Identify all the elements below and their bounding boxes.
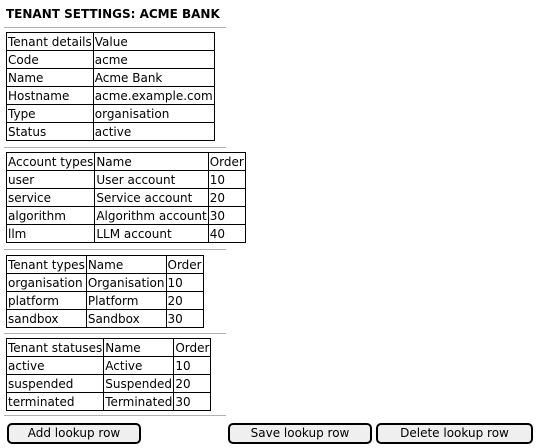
column-header: Tenant details xyxy=(8,34,92,49)
table-row[interactable] xyxy=(7,225,246,243)
column-header: Name xyxy=(95,153,208,171)
table-row[interactable] xyxy=(7,105,215,123)
table-cell: llm xyxy=(7,225,95,243)
table-row[interactable] xyxy=(7,375,211,393)
table-header-row xyxy=(7,33,215,51)
table-cell: sandbox xyxy=(7,310,87,328)
table-row[interactable] xyxy=(7,51,215,69)
table-cell: 10 xyxy=(166,274,203,292)
table-cell: acme.example.com xyxy=(94,88,213,103)
table-row[interactable] xyxy=(7,123,215,141)
divider xyxy=(4,249,226,250)
delete-lookup-row-button[interactable]: Delete lookup row xyxy=(376,423,533,444)
table-cell: 20 xyxy=(208,189,245,207)
table-row[interactable] xyxy=(7,69,215,87)
table-cell: service xyxy=(7,189,95,207)
table-cell: 30 xyxy=(174,393,211,411)
table-cell: suspended xyxy=(7,375,104,393)
table-row[interactable] xyxy=(7,357,211,375)
divider xyxy=(4,333,226,334)
table-cell: User account xyxy=(95,171,208,189)
column-header: Tenant types xyxy=(8,257,85,272)
table-row[interactable] xyxy=(7,189,246,207)
table-cell: 20 xyxy=(166,292,203,310)
table-cell: organisation xyxy=(7,274,87,292)
table-cell: Organisation xyxy=(87,275,165,290)
column-header: Value xyxy=(93,33,214,51)
table-cell: Sandbox xyxy=(86,310,166,328)
table-row[interactable] xyxy=(7,207,246,225)
table-cell: platform xyxy=(7,292,87,310)
table-cell: Status xyxy=(7,123,94,141)
column-header: Name xyxy=(104,339,174,357)
divider xyxy=(4,147,226,148)
column-header: Order xyxy=(175,340,210,355)
table-row[interactable] xyxy=(7,171,246,189)
tenant-statuses-table xyxy=(6,338,211,411)
tenant-details-table xyxy=(6,32,215,141)
table-cell: 10 xyxy=(208,171,245,189)
divider xyxy=(4,27,226,28)
table-cell: terminated xyxy=(7,393,104,411)
table-cell: Acme Bank xyxy=(93,69,214,87)
table-cell: 30 xyxy=(208,207,245,225)
account-types-table xyxy=(6,152,246,243)
column-header: Order xyxy=(209,154,244,169)
table-cell: active xyxy=(7,357,104,375)
add-lookup-row-button[interactable]: Add lookup row xyxy=(7,423,141,444)
table-cell: 10 xyxy=(174,357,211,375)
column-header: Tenant statuses xyxy=(8,340,103,355)
table-cell: 30 xyxy=(166,310,203,328)
table-row[interactable] xyxy=(7,274,204,292)
table-row[interactable] xyxy=(7,292,204,310)
table-cell: algorithm xyxy=(7,207,95,225)
table-cell: LLM account xyxy=(95,225,208,243)
table-header-row xyxy=(7,153,246,171)
table-cell: Name xyxy=(7,69,94,87)
table-cell: Terminated xyxy=(105,394,173,409)
table-cell: Type xyxy=(7,105,94,123)
save-lookup-row-button[interactable]: Save lookup row xyxy=(228,423,372,444)
table-cell: 40 xyxy=(208,225,245,243)
column-header: Order xyxy=(167,257,202,272)
table-cell: user xyxy=(7,171,95,189)
column-header: Account types xyxy=(8,154,94,169)
table-cell: organisation xyxy=(93,105,214,123)
table-row[interactable] xyxy=(7,393,211,411)
table-cell: Service account xyxy=(95,189,208,207)
table-cell: Active xyxy=(104,357,174,375)
divider xyxy=(4,415,226,416)
tenant-types-table xyxy=(6,255,204,328)
table-cell: Hostname xyxy=(7,87,94,105)
column-header: Name xyxy=(86,256,166,274)
table-cell: 20 xyxy=(174,375,211,393)
table-cell: Code xyxy=(7,51,94,69)
table-cell: acme xyxy=(93,51,214,69)
table-row[interactable] xyxy=(7,87,215,105)
table-cell: Suspended xyxy=(105,376,172,391)
page-title: TENANT SETTINGS: ACME BANK xyxy=(6,7,220,21)
table-header-row xyxy=(7,256,204,274)
table-cell: active xyxy=(93,123,214,141)
table-header-row xyxy=(7,339,211,357)
table-cell: Algorithm account xyxy=(96,208,207,223)
table-row[interactable] xyxy=(7,310,204,328)
table-cell: Platform xyxy=(86,292,166,310)
